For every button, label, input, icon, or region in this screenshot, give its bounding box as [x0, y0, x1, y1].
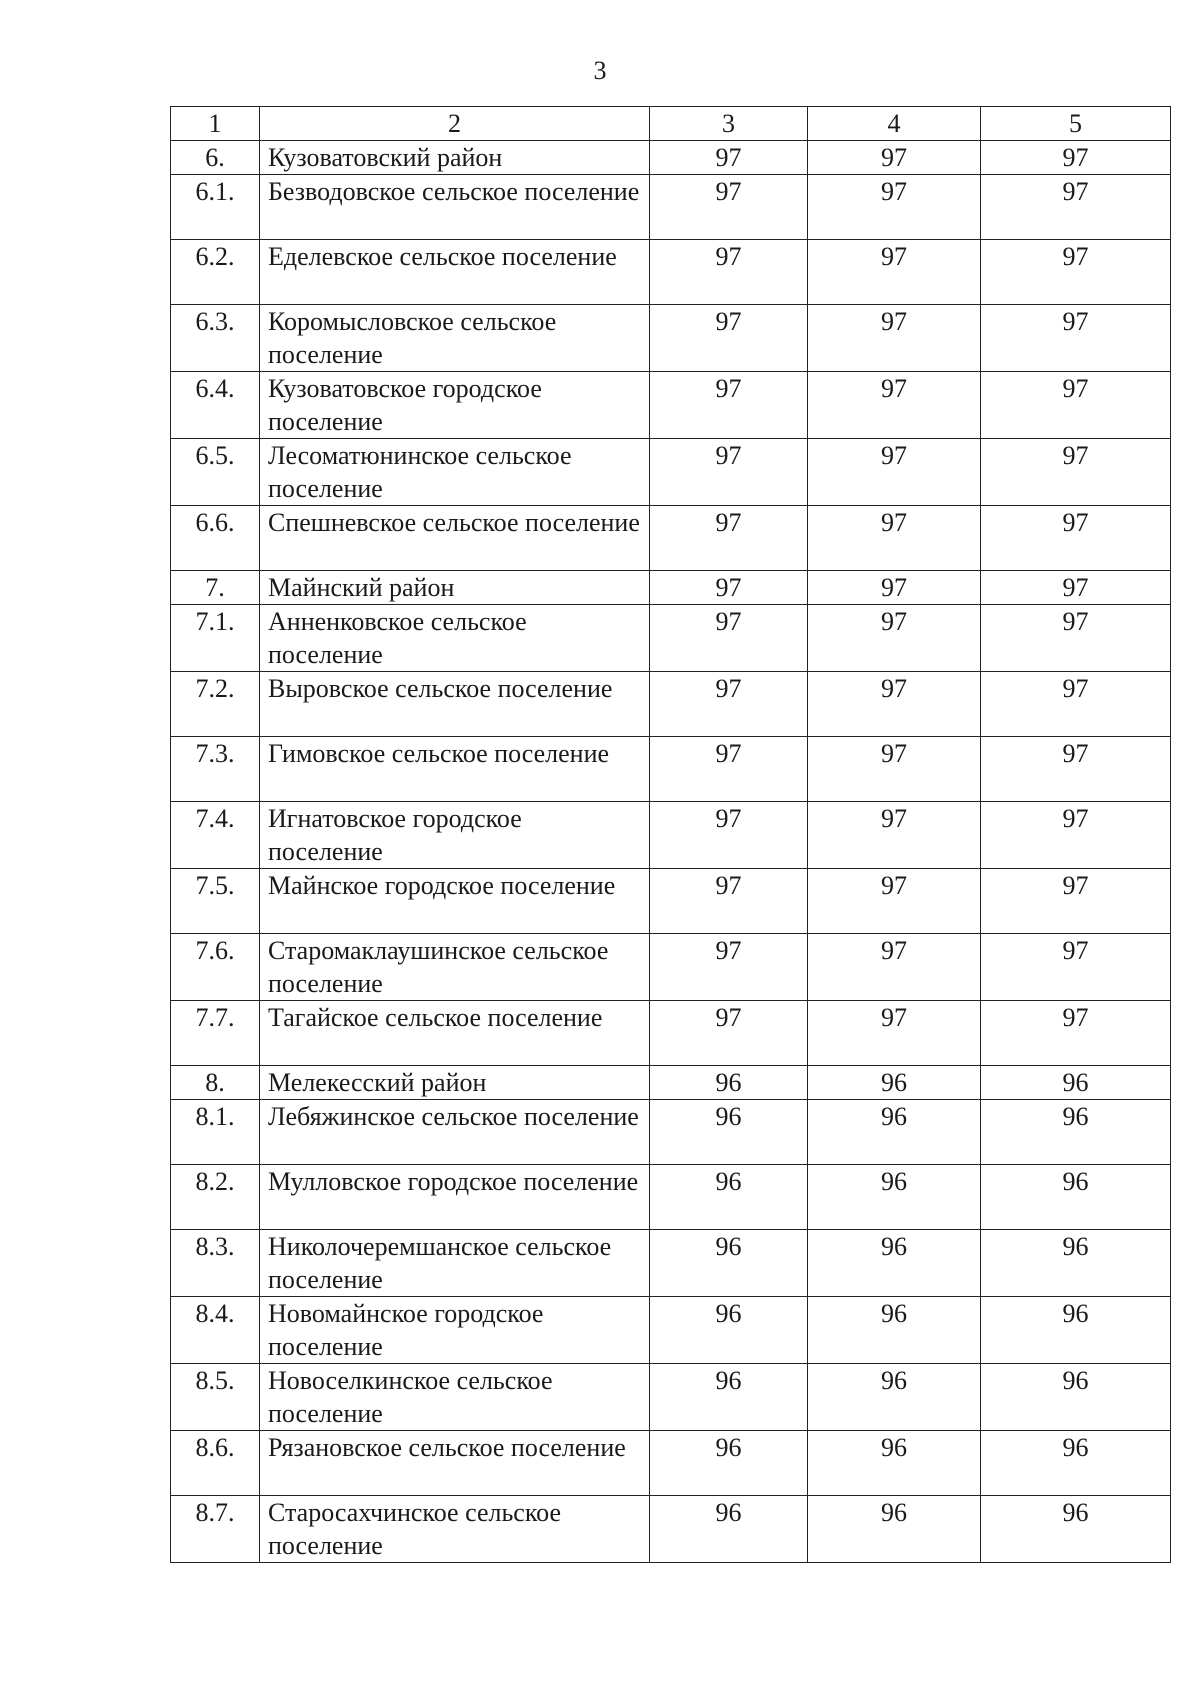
- row-number: 8.6.: [171, 1431, 260, 1496]
- table-row: [171, 934, 1171, 1001]
- row-name: Лебяжинское сельское поселение: [260, 1100, 650, 1165]
- table-row: [171, 175, 1171, 240]
- value-col-4: 96: [808, 1297, 981, 1364]
- value-col-4: 96: [808, 1066, 981, 1100]
- row-name: Гимовское сельское поселение: [260, 737, 650, 802]
- row-name: Новомайнское городское поселение: [260, 1297, 650, 1364]
- table-row: [171, 1496, 1171, 1563]
- value-col-3: 97: [650, 439, 808, 506]
- row-number: 8.4.: [171, 1297, 260, 1364]
- value-col-4: 97: [808, 737, 981, 802]
- value-col-5: 97: [981, 372, 1171, 439]
- row-number: 6.2.: [171, 240, 260, 305]
- row-name: Анненковское сельское поселение: [260, 605, 650, 672]
- row-number: 6.3.: [171, 305, 260, 372]
- value-col-5: 97: [981, 737, 1171, 802]
- value-col-5: 97: [981, 672, 1171, 737]
- row-name: Еделевское сельское поселение: [260, 240, 650, 305]
- value-col-3: 97: [650, 1001, 808, 1066]
- row-name: Выровское сельское поселение: [260, 672, 650, 737]
- row-name: Тагайское сельское поселение: [260, 1001, 650, 1066]
- table-row: [171, 1230, 1171, 1297]
- row-name: Майнский район: [260, 571, 650, 605]
- column-header: 3: [650, 107, 808, 141]
- row-name: Коромысловское сельское поселение: [260, 305, 650, 372]
- value-col-5: 97: [981, 869, 1171, 934]
- row-number: 8.2.: [171, 1165, 260, 1230]
- value-col-5: 97: [981, 439, 1171, 506]
- value-col-5: 97: [981, 934, 1171, 1001]
- row-number: 6.4.: [171, 372, 260, 439]
- row-name: Мулловское городское поселение: [260, 1165, 650, 1230]
- row-name: Спешневское сельское поселение: [260, 506, 650, 571]
- value-col-4: 97: [808, 141, 981, 175]
- value-col-3: 96: [650, 1431, 808, 1496]
- value-col-4: 97: [808, 506, 981, 571]
- value-col-3: 97: [650, 240, 808, 305]
- value-col-4: 97: [808, 571, 981, 605]
- table-row: [171, 1100, 1171, 1165]
- value-col-4: 96: [808, 1431, 981, 1496]
- value-col-4: 97: [808, 372, 981, 439]
- value-col-5: 97: [981, 141, 1171, 175]
- value-col-3: 96: [650, 1364, 808, 1431]
- table-row: [171, 672, 1171, 737]
- table-row: [171, 737, 1171, 802]
- row-name: Мелекесский район: [260, 1066, 650, 1100]
- table-row: [171, 605, 1171, 672]
- row-name: Безводовское сельское поселение: [260, 175, 650, 240]
- value-col-3: 97: [650, 737, 808, 802]
- table-row: [171, 240, 1171, 305]
- row-name: Старосахчинское сельское поселение: [260, 1496, 650, 1563]
- value-col-5: 96: [981, 1364, 1171, 1431]
- row-number: 7.7.: [171, 1001, 260, 1066]
- value-col-3: 97: [650, 372, 808, 439]
- value-col-3: 96: [650, 1297, 808, 1364]
- value-col-5: 96: [981, 1496, 1171, 1563]
- value-col-3: 97: [650, 802, 808, 869]
- row-number: 7.3.: [171, 737, 260, 802]
- value-col-4: 97: [808, 305, 981, 372]
- table-row: [171, 141, 1171, 175]
- row-number: 7.6.: [171, 934, 260, 1001]
- row-name: Кузоватовское городское поселение: [260, 372, 650, 439]
- value-col-5: 97: [981, 1001, 1171, 1066]
- table-row: [171, 1364, 1171, 1431]
- value-col-4: 96: [808, 1364, 981, 1431]
- row-number: 7.2.: [171, 672, 260, 737]
- value-col-4: 97: [808, 1001, 981, 1066]
- header-row: [171, 107, 1171, 141]
- value-col-3: 97: [650, 506, 808, 571]
- row-name: Кузоватовский район: [260, 141, 650, 175]
- column-header: 2: [260, 107, 650, 141]
- table-row: [171, 1297, 1171, 1364]
- row-number: 6.: [171, 141, 260, 175]
- value-col-4: 97: [808, 672, 981, 737]
- row-name: Игнатовское городское поселение: [260, 802, 650, 869]
- row-number: 8.5.: [171, 1364, 260, 1431]
- value-col-5: 97: [981, 175, 1171, 240]
- table-row: [171, 372, 1171, 439]
- value-col-5: 96: [981, 1230, 1171, 1297]
- row-number: 8.1.: [171, 1100, 260, 1165]
- value-col-3: 97: [650, 175, 808, 240]
- row-name: Новоселкинское сельское поселение: [260, 1364, 650, 1431]
- value-col-4: 97: [808, 802, 981, 869]
- value-col-3: 97: [650, 672, 808, 737]
- table-row: [171, 1066, 1171, 1100]
- table-row: [171, 506, 1171, 571]
- value-col-4: 97: [808, 240, 981, 305]
- value-col-5: 96: [981, 1100, 1171, 1165]
- table-row: [171, 1165, 1171, 1230]
- value-col-4: 96: [808, 1100, 981, 1165]
- value-col-4: 97: [808, 934, 981, 1001]
- table-row: [171, 1431, 1171, 1496]
- value-col-5: 96: [981, 1165, 1171, 1230]
- value-col-3: 96: [650, 1100, 808, 1165]
- settlements-table: [170, 106, 1171, 1563]
- value-col-5: 96: [981, 1297, 1171, 1364]
- row-name: Рязановское сельское поселение: [260, 1431, 650, 1496]
- table-row: [171, 571, 1171, 605]
- row-number: 8.3.: [171, 1230, 260, 1297]
- table-row: [171, 1001, 1171, 1066]
- row-name: Майнское городское поселение: [260, 869, 650, 934]
- value-col-5: 97: [981, 506, 1171, 571]
- value-col-3: 97: [650, 934, 808, 1001]
- value-col-4: 96: [808, 1165, 981, 1230]
- page-number: 3: [593, 56, 607, 85]
- table-row: [171, 869, 1171, 934]
- value-col-3: 97: [650, 605, 808, 672]
- value-col-5: 97: [981, 802, 1171, 869]
- row-number: 6.5.: [171, 439, 260, 506]
- value-col-4: 97: [808, 869, 981, 934]
- value-col-5: 97: [981, 305, 1171, 372]
- value-col-3: 96: [650, 1165, 808, 1230]
- value-col-4: 96: [808, 1230, 981, 1297]
- row-number: 6.1.: [171, 175, 260, 240]
- row-number: 6.6.: [171, 506, 260, 571]
- value-col-4: 97: [808, 605, 981, 672]
- row-number: 8.7.: [171, 1496, 260, 1563]
- table-row: [171, 439, 1171, 506]
- value-col-5: 97: [981, 605, 1171, 672]
- value-col-3: 97: [650, 571, 808, 605]
- value-col-3: 96: [650, 1230, 808, 1297]
- value-col-5: 96: [981, 1431, 1171, 1496]
- value-col-4: 97: [808, 439, 981, 506]
- row-number: 7.: [171, 571, 260, 605]
- row-name: Старомаклаушинское сельское поселение: [260, 934, 650, 1001]
- value-col-5: 96: [981, 1066, 1171, 1100]
- value-col-4: 96: [808, 1496, 981, 1563]
- column-header: 4: [808, 107, 981, 141]
- row-number: 7.4.: [171, 802, 260, 869]
- value-col-4: 97: [808, 175, 981, 240]
- table-row: [171, 802, 1171, 869]
- value-col-5: 97: [981, 240, 1171, 305]
- row-number: 7.5.: [171, 869, 260, 934]
- value-col-3: 97: [650, 305, 808, 372]
- table-row: [171, 305, 1171, 372]
- row-name: Николочеремшанское сельское поселение: [260, 1230, 650, 1297]
- column-header: 1: [171, 107, 260, 141]
- value-col-3: 97: [650, 869, 808, 934]
- row-name: Лесоматюнинское сельское поселение: [260, 439, 650, 506]
- value-col-5: 97: [981, 571, 1171, 605]
- value-col-3: 96: [650, 1496, 808, 1563]
- row-number: 8.: [171, 1066, 260, 1100]
- row-number: 7.1.: [171, 605, 260, 672]
- column-header: 5: [981, 107, 1171, 141]
- value-col-3: 96: [650, 1066, 808, 1100]
- value-col-3: 97: [650, 141, 808, 175]
